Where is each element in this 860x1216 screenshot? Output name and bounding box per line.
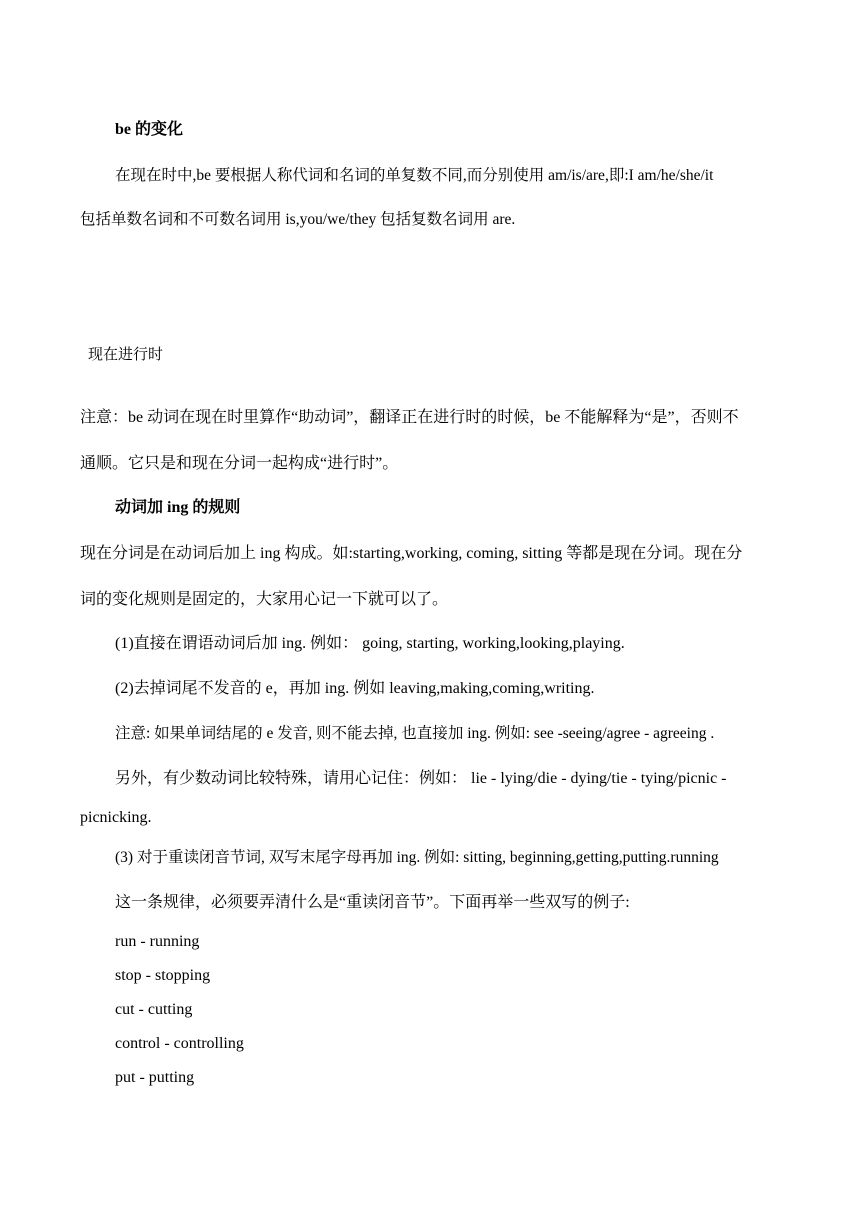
heading-present-continuous: 现在进行时	[88, 345, 164, 363]
example-item: put - putting	[115, 1069, 195, 1086]
ing-rule-1: (1)直接在谓语动词后加 ing. 例如： going, starting, working,looking,playing.	[115, 635, 625, 652]
be-change-para-line-1: 在现在时中,be 要根据人称代词和名词的单复数不同,而分别使用 am/is/are,即:I am/he/she/it	[115, 167, 714, 184]
example-item: stop - stopping	[115, 967, 211, 984]
ing-intro-line-2: 词的变化规则是固定的，大家用心记一下就可以了。	[80, 591, 449, 608]
be-change-para-line-2: 包括单数名词和不可数名词用 is,you/we/they 包括复数名词用 are.	[80, 211, 516, 228]
example-item: cut - cutting	[115, 1001, 193, 1018]
present-continuous-note-line-1: 注意：be 动词在现在时里算作“助动词”，翻译正在进行时的时候，be 不能解释为“是”，否则不	[80, 409, 739, 426]
ing-rule-3-note: 这一条规律，必须要弄清什么是“重读闭音节”。下面再举一些双写的例子:	[115, 894, 630, 911]
ing-rule-2: (2)去掉词尾不发音的 e，再加 ing. 例如 leaving,making,coming,writing.	[115, 680, 595, 697]
example-item: control - controlling	[115, 1035, 244, 1052]
heading-be-change: be 的变化	[115, 121, 184, 138]
ing-special-line-1: 另外，有少数动词比较特殊，请用心记住：例如： lie - lying/die - dying/tie - tying/picnic -	[115, 770, 727, 787]
ing-note: 注意: 如果单词结尾的 e 发音, 则不能去掉, 也直接加 ing. 例如: see -seeing/agree - agreeing .	[115, 725, 715, 742]
ing-intro-line-1: 现在分词是在动词后加上 ing 构成。如:starting,working, coming, sitting 等都是现在分词。现在分	[80, 545, 743, 562]
ing-special-line-2: picnicking.	[80, 809, 152, 826]
example-item: run - running	[115, 933, 200, 950]
heading-ing-rules: 动词加 ing 的规则	[115, 499, 241, 516]
present-continuous-note-line-2: 通顺。它只是和现在分词一起构成“进行时”。	[80, 455, 399, 472]
ing-rule-3: (3) 对于重读闭音节词, 双写末尾字母再加 ing. 例如: sitting, beginning,getting,putting.running	[115, 849, 719, 866]
